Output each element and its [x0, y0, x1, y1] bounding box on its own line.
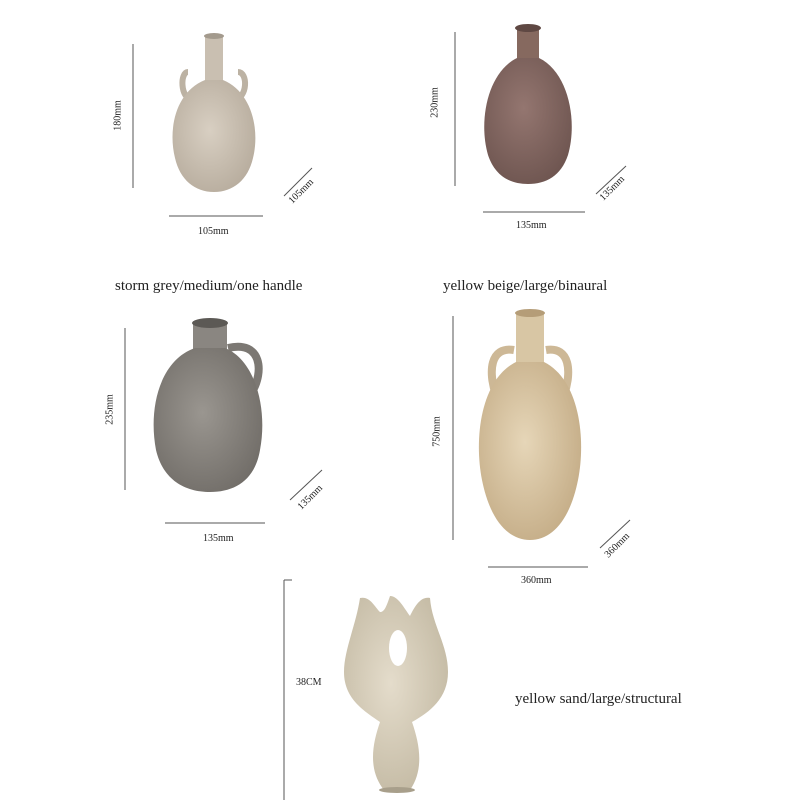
vase-5-image: [344, 596, 448, 793]
product-3-width-label: 135mm: [203, 533, 234, 544]
product-2-width-label: 135mm: [516, 220, 547, 231]
product-5-height-label: 38CM: [296, 677, 322, 688]
product-1-depth-label: 105mm: [286, 176, 316, 207]
product-3-depth-label: 135mm: [295, 482, 325, 513]
vase-3-image: [154, 318, 263, 492]
product-4-caption: yellow beige/large/binaural: [443, 278, 608, 294]
product-3-caption: storm grey/medium/one handle: [115, 278, 303, 294]
product-4-width-label: 360mm: [521, 575, 552, 586]
product-4-height-label: 750mm: [431, 416, 443, 447]
product-2-height-label: 230mm: [429, 87, 441, 118]
product-4-depth-label: 360mm: [602, 530, 632, 561]
vase-4-image: [479, 309, 581, 540]
vase-2-image: [484, 24, 572, 184]
product-5-caption: yellow sand/large/structural: [515, 691, 682, 707]
product-2-depth-label: 135mm: [597, 173, 627, 204]
product-3-height-label: 235mm: [104, 394, 116, 425]
product-1-width-label: 105mm: [198, 226, 229, 237]
vase-1-image: [173, 33, 256, 192]
product-1-height-label: 180mm: [112, 100, 124, 131]
